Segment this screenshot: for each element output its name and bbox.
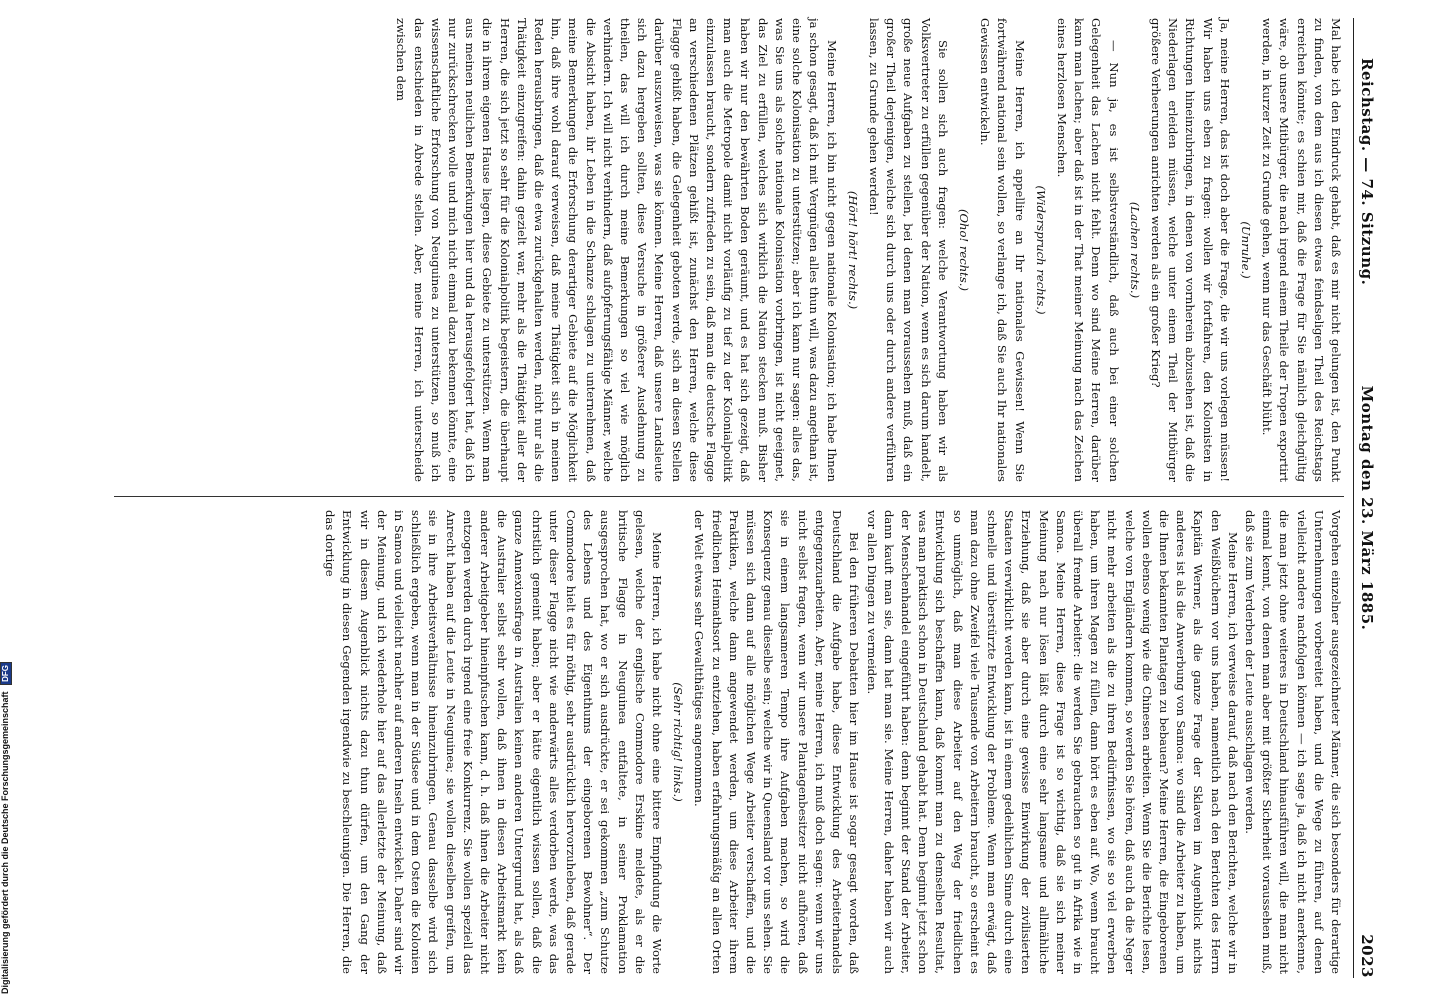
digitization-footer: [0, 0, 12, 1000]
column-divider: [114, 496, 1344, 497]
right-column-paragraph: Meine Herren, ich verweise darauf, daß nach den Berichten, welche wir in den Weißbüchern vor uns haben, namentlich nach den Berichten des Herrn Kapitän Werner, als die ganze Frage der Sklaven im Augenblick nichts anderes ist als die Anwerbung von Samoa: wo sind die Arbeiter zu haben, um die Ihnen bekannten Plantagen zu bebauen? Meine Herren, die Eingeborenen wollen ebenso wenig wie die Chinesen arbeiten. Wenn Sie die Berichte lesen, welche von Engländern kommen, so werden Sie hören, daß auch da die Neger nicht mehr arbeiten als die zu ihren Bedürfnissen, wo sie so viel erwerben haben, um ihren Magen zu füllen, dann hört es eben auf. Wo, wenn braucht überall fremde Arbeiter: die werden Sie gebrauchen so gut in Afrika wie in Samoa. Meine Herren, diese Frage ist so wichtig, daß sie sich meiner Meinung nach nur lösen läßt durch eine sehr langsame und allmähliche Erziehung, daß sie aber durch eine gewisse Einwirkung der zivilisierten Staaten verwirklicht werden kann, ist in einem gedeihlichen Sinne durch eine schnelle und überstürzte Entwicklung der Probleme. Wenn man erwägt, daß man dazu ohne Zweifel viele Tausende von Arbeitern braucht, so erscheint es so unmöglich, daß man diese Arbeiter auf den Weg der friedlichen Entwicklung sich beschaffen kann, daß kommt man zu demselben Resultat, was man praktisch schon in Deutschland gehabt hat. Denn beginnt jetzt schon der Menschenhandel eingeführt haben: denn beginnt der Stand der Arbeiter, dann kauft man sie, dann hat man sie. Meine Herren, daher haben wir auch vor allen Dingen zu vermeiden.: [864, 510, 1240, 974]
running-head: [1352, 18, 1380, 978]
right-column-paragraph: Bei den früheren Debatten hier im Hause ist sogar gesagt worden, daß Deutschland die Aufgabe habe, diese Entwicklung des Arbeiterhandels entgegenzuarbeiten. Aber, meine Herren, ich muß doch sagen: wenn wir uns nicht selbst fragen, wenn wir unsere Plantagenbesitzer nicht aufhören, daß sie in einem langsameren Tempo ihre Aufgaben machen, so wird die Konsequenz genau dieselbe sein; welche wir in Queensland vor uns sehen. Sie müssen sich dann auf alle möglichen Wege Arbeiter verschaffen, und die Praktiken, welche dann angewendet werden, um diese Arbeiter ihrem friedlichen Heimathsort zu entziehen, haben erfahrungsmäßig an allen Orten der Welt etwas sehr Gewaltthätiges angenommen.: [692, 510, 862, 974]
running-head-left: Reichstag. — 74. Sitzung.: [1358, 58, 1376, 286]
left-column-interjection: (Unruhe.): [1238, 221, 1253, 279]
left-column-paragraph: Meine Herren, ich appellire an Ihr nationales Gewissen! Wenn Sie fortwährend national sein wollen, so verlange ich, daß Sie auch Ihr nationales Gewissen entwickeln.: [978, 18, 1027, 482]
left-column-paragraph: Mal habe ich den Eindruck gehabt, daß es mir nicht gelungen ist, den Punkt zu finden, von dem aus ich diesen etwas feindseligen Theil des Reichstags erreichen könnte; es schien mir, daß die Frage für Sie nämlich gleichgültig wäre, ob unsere Mitbürger, die nach irgend einem Theile der Tropen exportirt werden, in kurzer Zeit zu Grunde gehen, wenn nur das Geschäft blüht.: [1260, 18, 1343, 482]
right-column-paragraph: Meine Herren, ich habe nicht ohne eine bittere Empfindung die Worte gelesen, welche der englische Commodore Erskine meldete, als er die britische Flagge in Neuguinea entfaltete, in seiner Proklamation ausgesprochen hat, wo er sich ausdrückte, er sei gekommen „zum Schutze des Lebens und des Eigenthums der eingeborenen Bewohner“. Der Commodore hielt es für nöthig, sehr ausdrücklich hervorzuheben, daß gerade unter dieser Flagge nicht wie anderwärts alles verdorben werde, was das christlich gemeint haben; aber er hätte eigentlich wissen sollen, daß die ganze Annexionsfrage in Australien keinen anderen Untergrund hat, als daß die Australier selbst sehr wollen, daß ihnen in diesen Arbeitsmarkt kein anderer Arbeitgeber hineinpfuschen kann, d. h. daß ihnen die Arbeiter nicht entzogen werden durch irgend eine freie Konkurrenz. Sie wollen speziell das Anrecht haben auf die Leute in Neuguinea; sie wollen dieselben greifen, um sie in ihre Arbeitsverhältnisse hineinzubringen. Genau dasselbe wird sich schließlich ergeben, wenn man in der Südsee und in dem Osten die Kolonien in Samoa und vielleicht nachher auf anderen Inseln entwickelt. Daher sind wir der Meinung, und ich wiederhole hier auf das allerletzte der Meinung, daß wir in diesem Augenblick nichts dazu thun dürfen, um den Gang der Entwicklung in diesen Gegenden irgendwie zu beschleunigen. Die Herren, die das dortige: [323, 510, 665, 974]
left-column-paragraph: Meine Herren, ich bin nicht gegen nationale Kolonisation; ich habe Ihnen ja schon gesagt, daß ich mit Vergnügen alles thun will, was dazu angethan ist, eine solche Kolonisation zu unterstützen; aber ich kann nur sagen: alles das, was Sie uns als solche nationale Kolonisation vorbringen, ist nicht geeignet, das Ziel zu erfüllen, welches sich wirklich die Nation stecken muß. Bisher haben wir nur den bewährten Boden geräumt, und es hat sich gezeigt, daß man auch die Metropole damit nicht vorläufig zu tief zu der Kolonialpolitik einzulassen braucht, sondern zufrieden zu sein, daß man die deutsche Flagge an verschiedenen Plätzen gehißt ist, zunächst den Herren, welche diese Flagge gehißt haben, die Gelegenheit geboten werde, sich an diesen Stellen darüber auszuweisen, was sie können. Meine Herren, daß unsere Landsleute sich dazu hergeben sollten, diese Versuche in größerer Ausdehnung zu theilen, das will ich durch meine Bemerkungen so viel wie möglich verhindern. Ich will nicht verhindern, daß aufopferungsfähige Männer, welche die Absicht haben, ihr Leben in die Schanze schlagen zu unternehmen, daß meine Bemerkungen die Erforschung derartiger Gebiete auf die Möglichkeit hin, daß ihre wohl darauf verweisen, daß meine Thätigkeit sich in meinen Reden herausbringen, daß die etwa zurückgehalten werden, nicht nur als die Thätigkeit einzugreifen: dahin gezielt war, mehr als die Thätigkeit aller der Herren, die sich jetzt so sehr für die Kolonialpolitik begeistern, die überhaupt die in ihrem eigenen Hause liegen, diese Gebiete zu unterstützen. Wenn man aus meinen neulichen Bemerkungen hier und da herausgefolgert hat, daß ich nur zurückschrecken wolle und mich nicht einmal dazu bekennen könnte, eine wissenschaftliche Erforschung von Neuguinea zu unterstützen, so muß ich das entschieden in Abrede stellen. Aber, meine Herren, ich unterscheide zwischen dem: [394, 18, 839, 482]
left-column-interjection: (Hört! hört! rechts.): [845, 190, 860, 310]
left-column-interjection: (Oho! rechts.): [956, 209, 971, 291]
right-column-interjection: (Sehr richtig! links.): [671, 682, 686, 802]
right-column: [321, 510, 1344, 974]
right-column-paragraph: Vorgehen einzelner ausgezeichneter Männer, die sich besonders für derartige Unternehmungen vorbereitet haben, und die Wege zu führen, auf denen vielleicht andere nachfolgen können — ich sage ja, daß ich nicht anerkenne, die man jetzt ohne weiteres in Deutschland hinausführen will, die man nicht einmal kennt, von denen man aber mit größter Sicherheit voraussehen muß, daß sie zum Verderben der Leute ausschlagen werden.: [1242, 510, 1343, 974]
left-column-paragraph: Sie sollen sich auch fragen: welche Verantwortung haben wir als Volksvertreter zu erfüllen gegenüber der Nation, wenn es sich darum handelt, große neue Aufgaben zu stellen, bei denen man voraussehen muß, daß ein großer Theil derjenigen, welche sich durch uns oder durch andere verführen lassen, zu Grunde gehen werden!: [866, 18, 950, 482]
footer-credit: [0, 0, 12, 1000]
left-column: [392, 18, 1344, 482]
left-column-paragraph: — Nun ja, es ist selbstverständlich, daß auch bei einer solchen Gelegenheit das Lachen nicht fehlt. Denn wo sind Meine Herren, darüber kann man lachen; aber daß ist in der That meiner Meinung nach das Zeichen eines herzlosen Menschen.: [1054, 18, 1121, 482]
header-rule: [1353, 18, 1354, 978]
document-page: [90, 18, 1380, 978]
left-column-interjection: (Widerspruch rechts.): [1033, 185, 1048, 315]
left-column-paragraph: Ja, meine Herren, das ist doch aber die Frage, die wir uns vorlegen müssen! Wir haben uns eben zu fragen: wollen wir fortfahren, den Kolonisten in Richtungen hineinzubringen, in denen von vornherein abzusehen ist, daß die Niederlagen erleiden müssen, welche unter einem Theil der Mitbürger größere Verheerungen anrichten werden als ein großer Krieg?: [1148, 18, 1232, 482]
running-head-date: Montag den 23. März 1885.: [1358, 385, 1376, 631]
footer-credit-text: Digitalisierung gefördert durch die Deutsche Forschungsgemeinschaft: [0, 691, 10, 994]
left-column-interjection: (Lachen rechts.): [1127, 201, 1142, 299]
dfg-logo-icon: DFG: [0, 662, 12, 685]
page-number: 2023: [1358, 934, 1376, 978]
